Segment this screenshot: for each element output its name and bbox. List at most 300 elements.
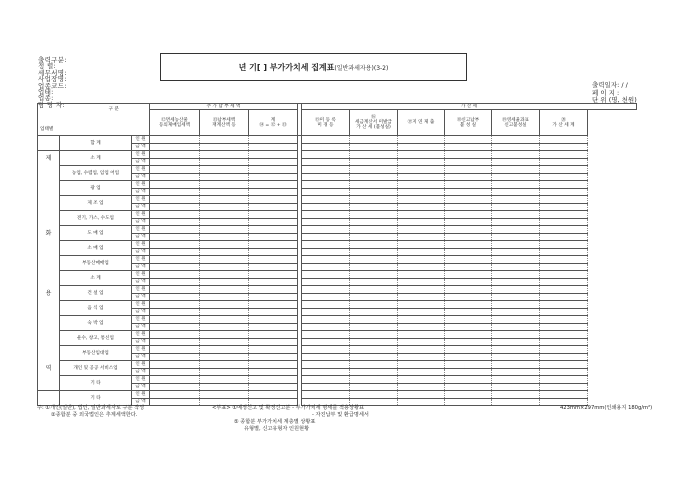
- value-cell: [302, 256, 350, 264]
- value-cell: [398, 383, 445, 391]
- value-cell: [350, 143, 398, 151]
- value-cell: [540, 203, 588, 211]
- value-cell: [398, 361, 445, 369]
- value-cell: [200, 301, 249, 309]
- row-type-label: 인 원: [132, 181, 150, 189]
- corner-left-label: 업태별: [40, 127, 54, 132]
- row-label: 도 매 업: [60, 226, 132, 241]
- column-header: ⑮미 등 록 미 경 등: [302, 110, 350, 136]
- value-cell: [492, 158, 540, 166]
- value-cell: [350, 203, 398, 211]
- value-cell: [249, 376, 298, 384]
- value-cell: [200, 211, 249, 219]
- value-cell: [445, 361, 492, 369]
- value-cell: [492, 323, 540, 331]
- value-cell: [398, 256, 445, 264]
- value-cell: [200, 361, 249, 369]
- row-label: 기 타: [60, 376, 132, 391]
- value-cell: [540, 376, 588, 384]
- column-header: ⑬납부세액 재계산액 등: [200, 110, 249, 136]
- column-header: ⑯ 세금계산서 미발급 가 산 세 (불성실): [350, 110, 398, 136]
- value-cell: [540, 346, 588, 354]
- row-type-label: 금 액: [132, 383, 150, 391]
- appendix-1: <부표> ①예정신고 및 확정신고분 - 부가가치세 명세를 적용상황표: [212, 405, 365, 411]
- value-cell: [350, 188, 398, 196]
- value-cell: [540, 316, 588, 324]
- row-group-char: [38, 211, 60, 226]
- row-label: 광 업: [60, 181, 132, 196]
- report-header-labels: [38, 57, 67, 108]
- row-label: 합 계: [60, 136, 132, 151]
- row-label: 음 식 업: [60, 301, 132, 316]
- value-cell: [200, 293, 249, 301]
- footnote-left: [37, 405, 144, 419]
- row-type-label: 금 액: [132, 203, 150, 211]
- row-group-char: 화: [38, 226, 60, 241]
- value-cell: [200, 248, 249, 256]
- value-cell: [302, 136, 350, 144]
- value-cell: [302, 278, 350, 286]
- value-cell: [445, 308, 492, 316]
- value-cell: [445, 173, 492, 181]
- value-cell: [540, 293, 588, 301]
- value-cell: [200, 316, 249, 324]
- value-cell: [150, 293, 200, 301]
- value-cell: [200, 166, 249, 174]
- value-cell: [200, 241, 249, 249]
- value-cell: [540, 271, 588, 279]
- table-row: [38, 301, 637, 309]
- value-cell: [150, 211, 200, 219]
- value-cell: [249, 136, 298, 144]
- value-cell: [492, 226, 540, 234]
- column-header: ⑫면세농산물 등의제매입세액: [150, 110, 200, 136]
- value-cell: [540, 301, 588, 309]
- value-cell: [200, 203, 249, 211]
- value-cell: [249, 346, 298, 354]
- row-type-label: 금 액: [132, 353, 150, 361]
- row-type-label: 금 액: [132, 188, 150, 196]
- value-cell: [200, 196, 249, 204]
- value-cell: [540, 173, 588, 181]
- row-type-label: 인 원: [132, 241, 150, 249]
- value-cell: [150, 136, 200, 144]
- value-cell: [350, 301, 398, 309]
- appendix-3: ⑤ 종합분 부가가치세 계층별 상황표: [234, 419, 316, 425]
- value-cell: [200, 278, 249, 286]
- value-cell: [445, 256, 492, 264]
- value-cell: [398, 323, 445, 331]
- value-cell: [302, 316, 350, 324]
- value-cell: [445, 211, 492, 219]
- table-row: [38, 166, 637, 174]
- value-cell: [398, 136, 445, 144]
- value-cell: [492, 263, 540, 271]
- value-cell: [350, 368, 398, 376]
- value-cell: [302, 368, 350, 376]
- row-type-label: 금 액: [132, 173, 150, 181]
- header-label: 업종:: [38, 94, 54, 103]
- row-group-char: 용: [38, 286, 60, 301]
- row-type-label: 인 원: [132, 211, 150, 219]
- value-cell: [540, 136, 588, 144]
- value-cell: [398, 143, 445, 151]
- value-cell: [445, 241, 492, 249]
- value-cell: [398, 346, 445, 354]
- value-cell: [249, 293, 298, 301]
- value-cell: [302, 173, 350, 181]
- value-cell: [492, 143, 540, 151]
- header-label: 출력구분:: [38, 56, 67, 64]
- value-cell: [540, 188, 588, 196]
- row-group-char: 제: [38, 151, 60, 166]
- value-cell: [150, 151, 200, 159]
- row-group-char: 역: [38, 361, 60, 376]
- value-cell: [302, 211, 350, 219]
- value-cell: [492, 398, 540, 406]
- value-cell: [398, 308, 445, 316]
- value-cell: [445, 218, 492, 226]
- value-cell: [150, 248, 200, 256]
- column-header: ⑱신고납부 불 성 실: [445, 110, 492, 136]
- value-cell: [540, 181, 588, 189]
- value-cell: [350, 353, 398, 361]
- value-cell: [445, 188, 492, 196]
- report-info: [592, 82, 637, 105]
- value-cell: [492, 188, 540, 196]
- row-type-label: 인 원: [132, 271, 150, 279]
- table-row: [38, 346, 637, 354]
- row-type-label: 금 액: [132, 338, 150, 346]
- value-cell: [398, 301, 445, 309]
- value-cell: [398, 181, 445, 189]
- value-cell: [398, 398, 445, 406]
- value-cell: [249, 271, 298, 279]
- value-cell: [350, 151, 398, 159]
- value-cell: [398, 196, 445, 204]
- value-cell: [398, 278, 445, 286]
- additional-tax-header: 추 가 납 부 세 액: [150, 104, 298, 110]
- value-cell: [302, 323, 350, 331]
- value-cell: [492, 218, 540, 226]
- value-cell: [302, 203, 350, 211]
- value-cell: [150, 353, 200, 361]
- row-type-label: 금 액: [132, 323, 150, 331]
- row-type-label: 금 액: [132, 218, 150, 226]
- value-cell: [445, 338, 492, 346]
- value-cell: [540, 278, 588, 286]
- value-cell: [350, 338, 398, 346]
- row-type-label: 금 액: [132, 233, 150, 241]
- column-header: ⑳ 가 산 세 계: [540, 110, 588, 136]
- column-header: 계 ⑭ = ⑫ + ⑬: [249, 110, 298, 136]
- value-cell: [150, 196, 200, 204]
- value-cell: [302, 331, 350, 339]
- header-label: 정 렬:: [38, 62, 57, 71]
- value-cell: [249, 331, 298, 339]
- value-cell: [150, 346, 200, 354]
- value-cell: [302, 143, 350, 151]
- value-cell: [492, 271, 540, 279]
- value-cell: [445, 263, 492, 271]
- value-cell: [492, 301, 540, 309]
- row-group-char: [38, 271, 60, 286]
- value-cell: [540, 143, 588, 151]
- report-title-box: [160, 53, 467, 81]
- value-cell: [398, 286, 445, 294]
- value-cell: [150, 398, 200, 406]
- value-cell: [445, 158, 492, 166]
- value-cell: [302, 346, 350, 354]
- value-cell: [150, 188, 200, 196]
- value-cell: [302, 293, 350, 301]
- value-cell: [398, 271, 445, 279]
- row-type-label: 금 액: [132, 308, 150, 316]
- row-type-label: 금 액: [132, 398, 150, 406]
- value-cell: [150, 376, 200, 384]
- value-cell: [302, 181, 350, 189]
- value-cell: [302, 196, 350, 204]
- value-cell: [350, 248, 398, 256]
- value-cell: [200, 136, 249, 144]
- footnote-2: ②종합분 중 외국법인은 추계세액한다.: [51, 412, 138, 418]
- value-cell: [540, 286, 588, 294]
- value-cell: [492, 181, 540, 189]
- value-cell: [492, 316, 540, 324]
- value-cell: [445, 301, 492, 309]
- value-cell: [249, 151, 298, 159]
- table-row: [38, 286, 637, 294]
- value-cell: [249, 368, 298, 376]
- value-cell: [492, 211, 540, 219]
- value-cell: [445, 391, 492, 399]
- table-row: [38, 361, 637, 369]
- value-cell: [540, 391, 588, 399]
- value-cell: [350, 286, 398, 294]
- value-cell: [350, 233, 398, 241]
- value-cell: [350, 226, 398, 234]
- value-cell: [249, 241, 298, 249]
- row-group-char: [38, 391, 60, 406]
- value-cell: [350, 361, 398, 369]
- value-cell: [200, 391, 249, 399]
- header-label: 세무서명:: [38, 68, 67, 77]
- value-cell: [150, 233, 200, 241]
- value-cell: [200, 233, 249, 241]
- value-cell: [492, 376, 540, 384]
- value-cell: [492, 338, 540, 346]
- value-cell: [540, 211, 588, 219]
- row-type-label: 인 원: [132, 316, 150, 324]
- value-cell: [540, 263, 588, 271]
- value-cell: [249, 233, 298, 241]
- value-cell: [445, 143, 492, 151]
- value-cell: [249, 338, 298, 346]
- value-cell: [200, 256, 249, 264]
- row-type-label: 인 원: [132, 256, 150, 264]
- value-cell: [249, 361, 298, 369]
- value-cell: [200, 263, 249, 271]
- value-cell: [150, 173, 200, 181]
- value-cell: [540, 233, 588, 241]
- row-type-label: 금 액: [132, 278, 150, 286]
- row-label: 부동산매매업: [60, 256, 132, 271]
- value-cell: [350, 196, 398, 204]
- row-label: 숙 박 업: [60, 316, 132, 331]
- value-cell: [350, 383, 398, 391]
- table-row: [38, 256, 637, 264]
- value-cell: [398, 391, 445, 399]
- row-group-char: [38, 331, 60, 346]
- table-row: [38, 181, 637, 189]
- value-cell: [200, 188, 249, 196]
- value-cell: [350, 263, 398, 271]
- value-cell: [540, 196, 588, 204]
- row-group-char: [38, 196, 60, 211]
- value-cell: [150, 271, 200, 279]
- value-cell: [150, 301, 200, 309]
- value-cell: [249, 166, 298, 174]
- value-cell: [492, 196, 540, 204]
- value-cell: [445, 286, 492, 294]
- info-line: 페 이 지 :: [592, 88, 620, 97]
- table-row: [38, 196, 637, 204]
- row-type-label: 인 원: [132, 391, 150, 399]
- value-cell: [398, 158, 445, 166]
- value-cell: [150, 263, 200, 271]
- row-label: 건 설 업: [60, 286, 132, 301]
- value-cell: [200, 271, 249, 279]
- value-cell: [492, 151, 540, 159]
- value-cell: [445, 331, 492, 339]
- value-cell: [302, 286, 350, 294]
- value-cell: [492, 136, 540, 144]
- value-cell: [150, 323, 200, 331]
- value-cell: [200, 376, 249, 384]
- value-cell: [398, 211, 445, 219]
- value-cell: [540, 308, 588, 316]
- value-cell: [445, 233, 492, 241]
- value-cell: [302, 376, 350, 384]
- value-cell: [540, 226, 588, 234]
- value-cell: [302, 158, 350, 166]
- value-cell: [398, 248, 445, 256]
- value-cell: [150, 278, 200, 286]
- value-cell: [302, 226, 350, 234]
- value-cell: [150, 316, 200, 324]
- row-label: 농업, 수렵업, 임업 어업: [60, 166, 132, 181]
- row-type-label: 인 원: [132, 286, 150, 294]
- row-label: 전기, 가스, 수도업: [60, 211, 132, 226]
- value-cell: [200, 226, 249, 234]
- row-type-label: 금 액: [132, 263, 150, 271]
- value-cell: [398, 376, 445, 384]
- value-cell: [249, 301, 298, 309]
- value-cell: [200, 286, 249, 294]
- appendix-4: 유형별, 신고유형자 인원현황: [244, 426, 310, 432]
- value-cell: [398, 293, 445, 301]
- value-cell: [200, 353, 249, 361]
- value-cell: [249, 211, 298, 219]
- value-cell: [200, 331, 249, 339]
- value-cell: [249, 308, 298, 316]
- row-type-label: 인 원: [132, 196, 150, 204]
- value-cell: [249, 181, 298, 189]
- value-cell: [302, 166, 350, 174]
- value-cell: [200, 323, 249, 331]
- value-cell: [398, 353, 445, 361]
- value-cell: [150, 256, 200, 264]
- value-cell: [302, 248, 350, 256]
- row-type-label: 인 원: [132, 166, 150, 174]
- corner-header: [38, 100, 150, 136]
- value-cell: [302, 218, 350, 226]
- value-cell: [492, 173, 540, 181]
- footnote-1: 주: ①개인(일반), 법인, 일반과세자로 구분 작성: [37, 405, 145, 411]
- value-cell: [302, 338, 350, 346]
- value-cell: [200, 173, 249, 181]
- value-cell: [249, 391, 298, 399]
- row-type-label: 인 원: [132, 151, 150, 159]
- value-cell: [350, 331, 398, 339]
- value-cell: [350, 158, 398, 166]
- row-group-char: [38, 166, 60, 181]
- row-label: 소 계: [60, 151, 132, 166]
- value-cell: [150, 368, 200, 376]
- row-label: 소 계: [60, 271, 132, 286]
- value-cell: [350, 316, 398, 324]
- value-cell: [249, 196, 298, 204]
- table-row: [38, 391, 637, 399]
- value-cell: [249, 278, 298, 286]
- value-cell: [540, 361, 588, 369]
- value-cell: [200, 151, 249, 159]
- value-cell: [398, 316, 445, 324]
- value-cell: [445, 181, 492, 189]
- value-cell: [492, 308, 540, 316]
- row-type-label: 금 액: [132, 248, 150, 256]
- value-cell: [200, 218, 249, 226]
- row-type-label: 인 원: [132, 226, 150, 234]
- value-cell: [492, 353, 540, 361]
- value-cell: [150, 158, 200, 166]
- value-cell: [302, 361, 350, 369]
- value-cell: [398, 173, 445, 181]
- value-cell: [150, 218, 200, 226]
- value-cell: [492, 368, 540, 376]
- value-cell: [492, 331, 540, 339]
- row-type-label: 인 원: [132, 331, 150, 339]
- value-cell: [302, 308, 350, 316]
- footnote-middle: [212, 405, 369, 433]
- table-row: [38, 316, 637, 324]
- value-cell: [540, 166, 588, 174]
- value-cell: [398, 218, 445, 226]
- value-cell: [249, 218, 298, 226]
- row-type-label: 인 원: [132, 376, 150, 384]
- row-label: 기 타: [60, 391, 132, 406]
- header-label: 업태:: [38, 88, 54, 97]
- info-line: 단 위 (명, 천원): [592, 96, 637, 105]
- value-cell: [150, 181, 200, 189]
- value-cell: [540, 353, 588, 361]
- column-header: ⑲영세율과표 신고불성실: [492, 110, 540, 136]
- value-cell: [350, 271, 398, 279]
- value-cell: [398, 166, 445, 174]
- value-cell: [492, 346, 540, 354]
- value-cell: [445, 271, 492, 279]
- value-cell: [492, 203, 540, 211]
